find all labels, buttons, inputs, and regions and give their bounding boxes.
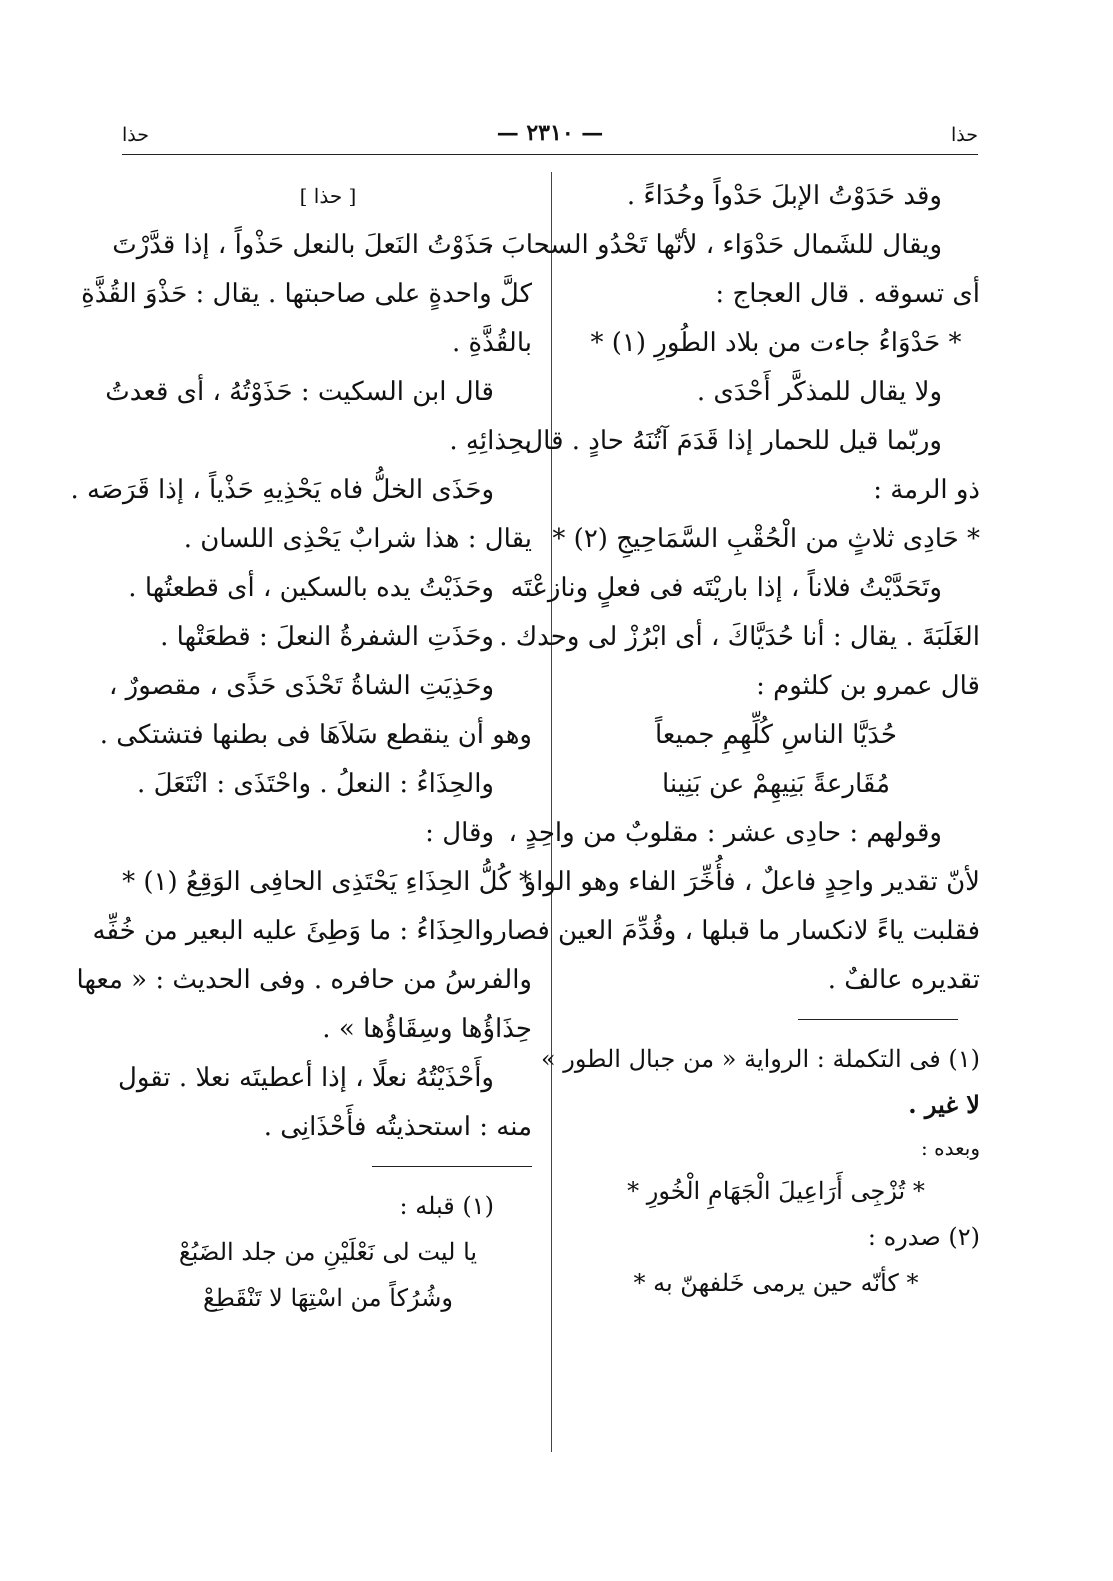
text-line: حِذَاؤُها وسِقَاؤُها » . <box>322 1014 532 1044</box>
text-line: حَذَوْتُ النَعلَ بالنعل حَذْواً ، إذا قدَّرْتَ <box>112 230 494 260</box>
text-line: قال عمرو بن كلثوم : <box>756 671 980 701</box>
header-rule <box>122 154 978 155</box>
footnote-line: وبعده : <box>921 1136 980 1160</box>
text-line: لأنّ تقدير واحِدٍ فاعلٌ ، فأُخِّرَ الفاء وهو الواو <box>523 867 980 897</box>
text-line: منه : استحذيتُه فأَحْذَانِى . <box>263 1112 532 1142</box>
entry-heading: [ حذا ] <box>299 184 357 208</box>
footnote-verse: * تُزْجِى أَرَاعِيلَ الْجَهَامِ الْخُورِ * <box>627 1177 925 1205</box>
footnote-line: (١) قبله : <box>399 1192 494 1220</box>
text-line: وقد حَدَوْتُ الإبلَ حَدْواً وحُدَاءً . <box>626 181 942 211</box>
footnote-verse: يا ليت لى نَعْلَيْنِ من جلد الضَبُعْ <box>178 1238 478 1266</box>
text-line: وهو أن ينقطع سَلاَهَا فى بطنها فتشتكى . <box>99 720 532 750</box>
footnote-line: لا غير . <box>908 1090 980 1119</box>
header-left-word: حذا <box>122 124 149 146</box>
text-line: وقولهم : حادِى عشر : مقلوبٌ من واحِدٍ ، <box>508 818 942 848</box>
text-line: وحَذَيْتُ يده بالسكين ، أى قطعتُها . <box>128 573 494 603</box>
page-number: — ٢٣١٠ — <box>496 120 604 146</box>
text-line: قال ابن السكيت : حَذَوْتُهُ ، أى قعدتُ <box>105 377 494 407</box>
text-line: بحِذائِهِ . <box>449 426 532 456</box>
text-line: الغَلَبَةَ . يقال : أنا حُدَيَّاكَ ، أى ابْرُزْ لى وحدك . <box>499 622 980 652</box>
text-line: فقلبت ياءً لانكسار ما قبلها ، وقُدِّمَ العين فصار <box>494 916 980 946</box>
text-line: بالقُذَّةِ . <box>451 328 532 358</box>
text-line: وقال : <box>425 818 494 848</box>
text-line: والحِذَاءُ : ما وَطِئَ عليه البعير من خُفِّه <box>92 916 494 946</box>
verse-line: مُقَارعةً بَنِيهِمْ عن بَنِينا <box>661 769 891 799</box>
text-line: وحَذَتِ الشفرةُ النعلَ : قطعَتْها . <box>160 622 494 652</box>
footnote-line: (١) فى التكملة : الرواية « من جبال الطور » <box>540 1045 980 1073</box>
text-line: ويقال للشَمال حَدْوَاء ، لأنّها تَحْدُو السحابَ ، <box>484 230 942 260</box>
text-line: وتَحَدَّيْتُ فلاناً ، إذا باريْتَه فى فعلٍ ونازعْتَه <box>510 573 942 603</box>
text-line: تقديره عالفٌ . <box>827 965 980 995</box>
text-line: أى تسوقه . قال العجاج : <box>715 279 980 309</box>
text-line: يقال : هذا شرابٌ يَحْذِى اللسان . <box>183 524 532 554</box>
text-line: والحِذَاءُ : النعلُ . واحْتَذَى : انْتَعَلَ . <box>137 769 494 799</box>
text-line: والفرسُ من حافره . وفى الحديث : « معها <box>76 965 532 995</box>
text-line: ولا يقال للمذكَّر أَحْدَى . <box>696 377 942 407</box>
page-header <box>122 118 978 154</box>
text-line: وربّما قيل للحمار إذا قَدَمَ آتُنَهُ حادٍ . قال <box>524 426 942 456</box>
footnote-line: (٢) صدره : <box>867 1223 980 1251</box>
footnote-separator <box>798 1019 958 1020</box>
text-line: ذو الرمة : <box>873 475 980 505</box>
verse-line: * كُلُّ الحِذَاءِ يَحْتَذِى الحافِى الوَقِعُ (١) * <box>122 867 532 897</box>
text-line: وأَحْذَيْتُهُ نعلًا ، إذا أعطيتَه نعلا . تقول <box>117 1063 494 1093</box>
footnote-separator <box>372 1166 532 1167</box>
verse-line: * حَدْوَاءُ جاءت من بلاد الطُورِ (١) * <box>590 328 962 358</box>
verse-line: * حَادِى ثلاثٍ من الْحُقْبِ السَّمَاحِيجِ (٢) * <box>552 524 980 554</box>
text-line: وحَذَى الخلُّ فاه يَحْذِيهِ حَذْياً ، إذا قَرَصَه . <box>70 475 494 505</box>
header-right-word: حذا <box>951 124 978 146</box>
left-column <box>70 172 532 1321</box>
footnote-verse: * كأنّه حين يرمى خَلفهنّ به * <box>633 1269 919 1297</box>
text-line: كلَّ واحدةٍ على صاحبتها . يقال : حَذْوَ القُذَّةِ <box>81 279 532 309</box>
footnote-verse: وشُرُكاً من اسْتِهَا لا تَنْقَطِعْ <box>203 1284 453 1312</box>
verse-line: حُدَيَّا الناسِ كُلِّهِمِ جميعاً <box>654 720 897 750</box>
text-line: وحَذِيَتِ الشاةُ تَحْذَى حَذًى ، مقصورٌ ، <box>109 671 494 701</box>
